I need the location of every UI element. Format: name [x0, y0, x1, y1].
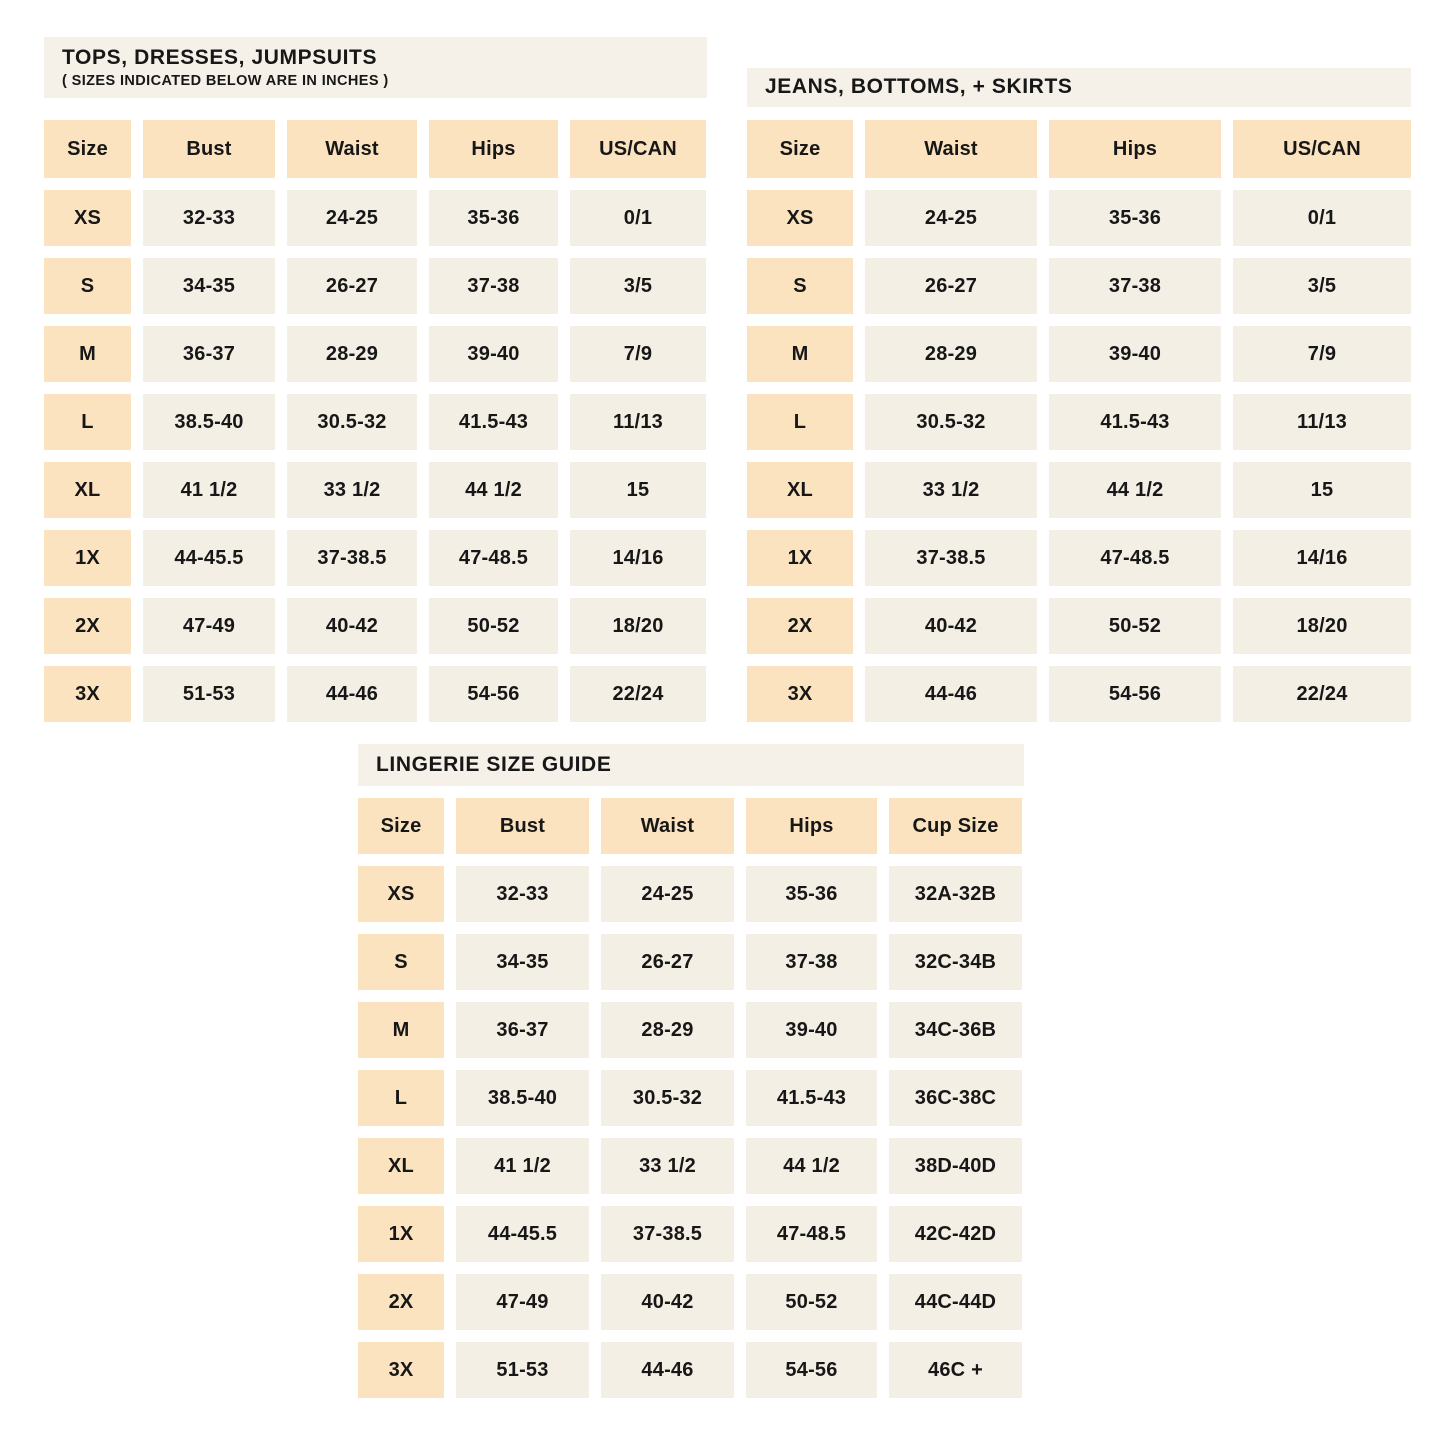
measurement-cell: 32A-32B	[889, 866, 1022, 922]
column-header-waist: Waist	[287, 120, 417, 178]
measurement-cell: 44-46	[865, 666, 1037, 722]
size-label-cell: XS	[747, 190, 853, 246]
measurement-cell: 3/5	[1233, 258, 1411, 314]
measurement-cell: 51-53	[456, 1342, 589, 1398]
measurement-cell: 50-52	[429, 598, 558, 654]
size-label-cell: S	[358, 934, 444, 990]
measurement-cell: 44C-44D	[889, 1274, 1022, 1330]
column-header-size: Size	[44, 120, 131, 178]
measurement-cell: 28-29	[287, 326, 417, 382]
size-label-cell: XS	[44, 190, 131, 246]
measurement-cell: 36-37	[143, 326, 275, 382]
measurement-cell: 39-40	[429, 326, 558, 382]
measurement-cell: 26-27	[865, 258, 1037, 314]
measurement-cell: 36C-38C	[889, 1070, 1022, 1126]
measurement-cell: 24-25	[865, 190, 1037, 246]
measurement-cell: 35-36	[1049, 190, 1221, 246]
lingerie-table-title: LINGERIE SIZE GUIDE	[376, 752, 612, 776]
measurement-cell: 41.5-43	[1049, 394, 1221, 450]
measurement-cell: 33 1/2	[287, 462, 417, 518]
measurement-cell: 44-45.5	[143, 530, 275, 586]
tops-size-grid	[44, 120, 707, 722]
tops-table-subtitle: ( SIZES INDICATED BELOW ARE IN INCHES )	[62, 72, 389, 89]
column-header-us-can: US/CAN	[570, 120, 706, 178]
measurement-cell: 51-53	[143, 666, 275, 722]
measurement-cell: 18/20	[570, 598, 706, 654]
tops-title-banner	[44, 37, 707, 98]
size-label-cell: M	[44, 326, 131, 382]
size-label-cell: 3X	[44, 666, 131, 722]
size-label-cell: L	[358, 1070, 444, 1126]
size-label-cell: M	[747, 326, 853, 382]
measurement-cell: 38.5-40	[143, 394, 275, 450]
measurement-cell: 38D-40D	[889, 1138, 1022, 1194]
measurement-cell: 14/16	[570, 530, 706, 586]
measurement-cell: 15	[1233, 462, 1411, 518]
measurement-cell: 54-56	[746, 1342, 877, 1398]
measurement-cell: 37-38	[746, 934, 877, 990]
measurement-cell: 26-27	[601, 934, 734, 990]
size-label-cell: 3X	[747, 666, 853, 722]
tops-dresses-jumpsuits-table	[44, 37, 707, 722]
size-label-cell: M	[358, 1002, 444, 1058]
measurement-cell: 41 1/2	[143, 462, 275, 518]
column-header-us-can: US/CAN	[1233, 120, 1411, 178]
measurement-cell: 24-25	[601, 866, 734, 922]
measurement-cell: 15	[570, 462, 706, 518]
measurement-cell: 47-48.5	[746, 1206, 877, 1262]
jeans-bottoms-skirts-table	[747, 68, 1411, 722]
size-label-cell: L	[747, 394, 853, 450]
size-label-cell: 2X	[747, 598, 853, 654]
measurement-cell: 30.5-32	[601, 1070, 734, 1126]
measurement-cell: 28-29	[865, 326, 1037, 382]
measurement-cell: 47-49	[143, 598, 275, 654]
measurement-cell: 44 1/2	[746, 1138, 877, 1194]
measurement-cell: 7/9	[1233, 326, 1411, 382]
measurement-cell: 14/16	[1233, 530, 1411, 586]
bottoms-size-grid	[747, 120, 1411, 722]
size-label-cell: XL	[747, 462, 853, 518]
column-header-hips: Hips	[1049, 120, 1221, 178]
measurement-cell: 42C-42D	[889, 1206, 1022, 1262]
column-header-waist: Waist	[865, 120, 1037, 178]
measurement-cell: 34-35	[143, 258, 275, 314]
bottoms-table-title: JEANS, BOTTOMS, + SKIRTS	[765, 75, 1073, 99]
measurement-cell: 33 1/2	[601, 1138, 734, 1194]
measurement-cell: 37-38	[429, 258, 558, 314]
lingerie-size-grid	[358, 798, 1024, 1398]
measurement-cell: 54-56	[1049, 666, 1221, 722]
measurement-cell: 0/1	[1233, 190, 1411, 246]
measurement-cell: 39-40	[1049, 326, 1221, 382]
column-header-bust: Bust	[456, 798, 589, 854]
lingerie-size-guide-table	[358, 744, 1024, 1398]
tops-table-title: TOPS, DRESSES, JUMPSUITS	[62, 46, 378, 70]
measurement-cell: 37-38.5	[287, 530, 417, 586]
measurement-cell: 32-33	[456, 866, 589, 922]
measurement-cell: 50-52	[746, 1274, 877, 1330]
measurement-cell: 47-49	[456, 1274, 589, 1330]
size-label-cell: XL	[44, 462, 131, 518]
measurement-cell: 3/5	[570, 258, 706, 314]
measurement-cell: 40-42	[287, 598, 417, 654]
measurement-cell: 11/13	[1233, 394, 1411, 450]
lingerie-title-banner	[358, 744, 1024, 786]
measurement-cell: 35-36	[429, 190, 558, 246]
measurement-cell: 37-38.5	[601, 1206, 734, 1262]
measurement-cell: 22/24	[570, 666, 706, 722]
column-header-bust: Bust	[143, 120, 275, 178]
measurement-cell: 22/24	[1233, 666, 1411, 722]
measurement-cell: 50-52	[1049, 598, 1221, 654]
column-header-hips: Hips	[746, 798, 877, 854]
size-label-cell: L	[44, 394, 131, 450]
measurement-cell: 44-45.5	[456, 1206, 589, 1262]
measurement-cell: 37-38	[1049, 258, 1221, 314]
size-label-cell: XL	[358, 1138, 444, 1194]
measurement-cell: 40-42	[601, 1274, 734, 1330]
measurement-cell: 28-29	[601, 1002, 734, 1058]
measurement-cell: 38.5-40	[456, 1070, 589, 1126]
column-header-size: Size	[358, 798, 444, 854]
size-label-cell: 1X	[44, 530, 131, 586]
measurement-cell: 40-42	[865, 598, 1037, 654]
measurement-cell: 46C +	[889, 1342, 1022, 1398]
column-header-waist: Waist	[601, 798, 734, 854]
measurement-cell: 44 1/2	[429, 462, 558, 518]
measurement-cell: 24-25	[287, 190, 417, 246]
measurement-cell: 35-36	[746, 866, 877, 922]
measurement-cell: 44 1/2	[1049, 462, 1221, 518]
measurement-cell: 7/9	[570, 326, 706, 382]
measurement-cell: 36-37	[456, 1002, 589, 1058]
measurement-cell: 34-35	[456, 934, 589, 990]
measurement-cell: 41.5-43	[746, 1070, 877, 1126]
measurement-cell: 47-48.5	[1049, 530, 1221, 586]
measurement-cell: 47-48.5	[429, 530, 558, 586]
measurement-cell: 18/20	[1233, 598, 1411, 654]
measurement-cell: 11/13	[570, 394, 706, 450]
measurement-cell: 32-33	[143, 190, 275, 246]
measurement-cell: 30.5-32	[865, 394, 1037, 450]
measurement-cell: 30.5-32	[287, 394, 417, 450]
size-label-cell: 3X	[358, 1342, 444, 1398]
size-label-cell: S	[44, 258, 131, 314]
measurement-cell: 0/1	[570, 190, 706, 246]
measurement-cell: 32C-34B	[889, 934, 1022, 990]
measurement-cell: 44-46	[287, 666, 417, 722]
measurement-cell: 39-40	[746, 1002, 877, 1058]
bottoms-title-banner	[747, 68, 1411, 107]
size-label-cell: 1X	[747, 530, 853, 586]
measurement-cell: 26-27	[287, 258, 417, 314]
measurement-cell: 41 1/2	[456, 1138, 589, 1194]
size-label-cell: 2X	[358, 1274, 444, 1330]
size-label-cell: S	[747, 258, 853, 314]
column-header-cup-size: Cup Size	[889, 798, 1022, 854]
measurement-cell: 34C-36B	[889, 1002, 1022, 1058]
column-header-hips: Hips	[429, 120, 558, 178]
measurement-cell: 41.5-43	[429, 394, 558, 450]
measurement-cell: 54-56	[429, 666, 558, 722]
size-label-cell: XS	[358, 866, 444, 922]
size-label-cell: 2X	[44, 598, 131, 654]
measurement-cell: 33 1/2	[865, 462, 1037, 518]
measurement-cell: 37-38.5	[865, 530, 1037, 586]
column-header-size: Size	[747, 120, 853, 178]
size-label-cell: 1X	[358, 1206, 444, 1262]
measurement-cell: 44-46	[601, 1342, 734, 1398]
